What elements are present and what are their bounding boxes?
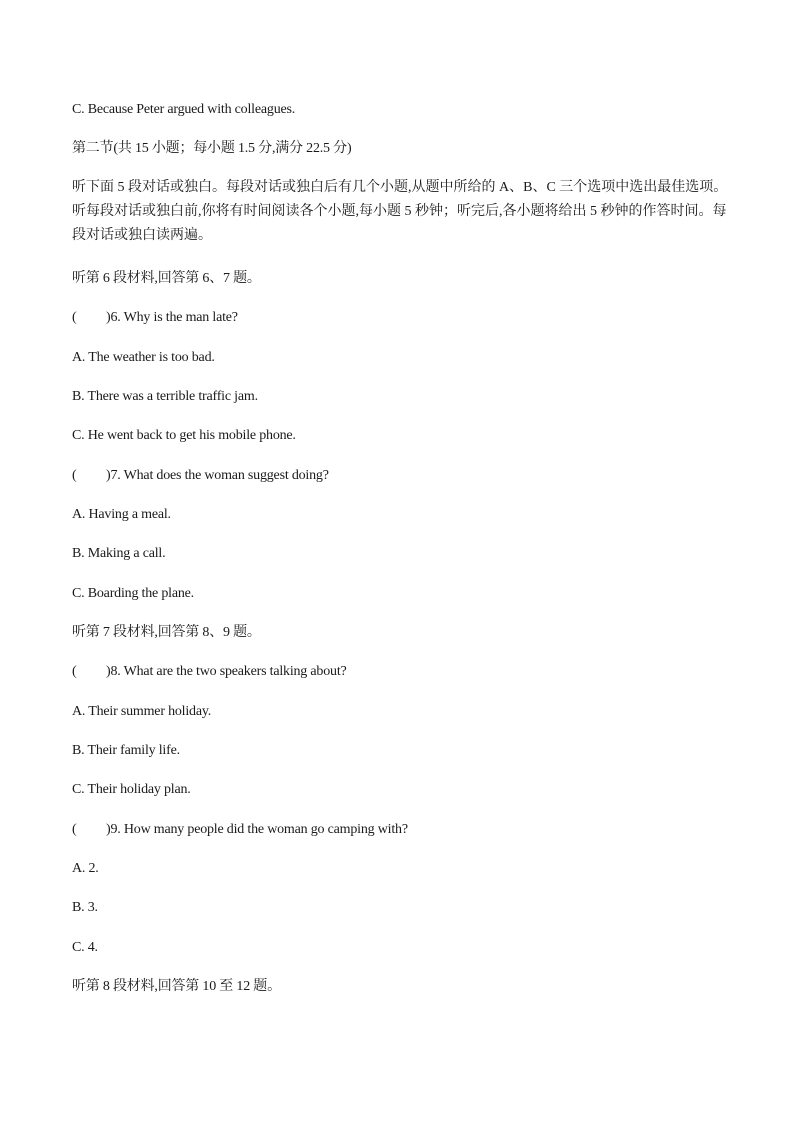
answer-paren-right: ) [106,310,111,325]
option-line: B. Their family life. [72,743,180,758]
question-text: 6. Why is the man late? [110,310,238,325]
answer-paren-right: ) [106,664,111,679]
question-8 [72,662,347,682]
answer-paren-left: ( [72,310,77,325]
answer-paren-left: ( [72,664,77,679]
option-line: C. Boarding the plane. [72,586,194,601]
option-line: C. Their holiday plan. [72,782,191,797]
option-line: C. Because Peter argued with colleagues. [72,102,296,117]
answer-paren-right: ) [106,468,111,483]
option-line: A. Their summer holiday. [72,704,212,719]
question-9 [72,820,408,840]
material-heading: 听第 7 段材料,回答第 8、9 题。 [72,625,261,640]
option-line: C. He went back to get his mobile phone. [72,428,296,443]
instructions-line: 段对话或独白读两遍。 [72,228,212,243]
option-line: C. 4. [72,940,98,955]
question-text: 8. What are the two speakers talking about? [110,664,347,679]
option-line: B. There was a terrible traffic jam. [72,389,258,404]
instructions-line: 听下面 5 段对话或独白。每段对话或独白后有几个小题,从题中所给的 A、B、C 三个选项中选出最佳选项。 [72,180,728,195]
option-line: A. 2. [72,861,99,876]
question-text: 9. How many people did the woman go camping with? [110,822,408,837]
answer-paren-right: ) [106,822,111,837]
material-heading: 听第 8 段材料,回答第 10 至 12 题。 [72,979,281,994]
answer-blank[interactable] [72,820,106,840]
question-text: 7. What does the woman suggest doing? [110,468,329,483]
material-heading: 听第 6 段材料,回答第 6、7 题。 [72,271,261,286]
answer-blank[interactable] [72,466,106,486]
answer-paren-left: ( [72,822,77,837]
answer-paren-left: ( [72,468,77,483]
section-heading: 第二节(共 15 小题；每小题 1.5 分,满分 22.5 分) [72,141,352,156]
question-7 [72,466,329,486]
option-line: B. 3. [72,900,98,915]
answer-blank[interactable] [72,308,106,328]
option-line: A. Having a meal. [72,507,171,522]
option-line: B. Making a call. [72,546,166,561]
answer-blank[interactable] [72,662,106,682]
question-6 [72,308,238,328]
instructions-paragraph [72,176,732,248]
instructions-line: 听每段对话或独白前,你将有时间阅读各个小题,每小题 5 秒钟；听完后,各小题将给出 5 秒钟的作答时间。每 [72,204,727,219]
option-line: A. The weather is too bad. [72,350,215,365]
